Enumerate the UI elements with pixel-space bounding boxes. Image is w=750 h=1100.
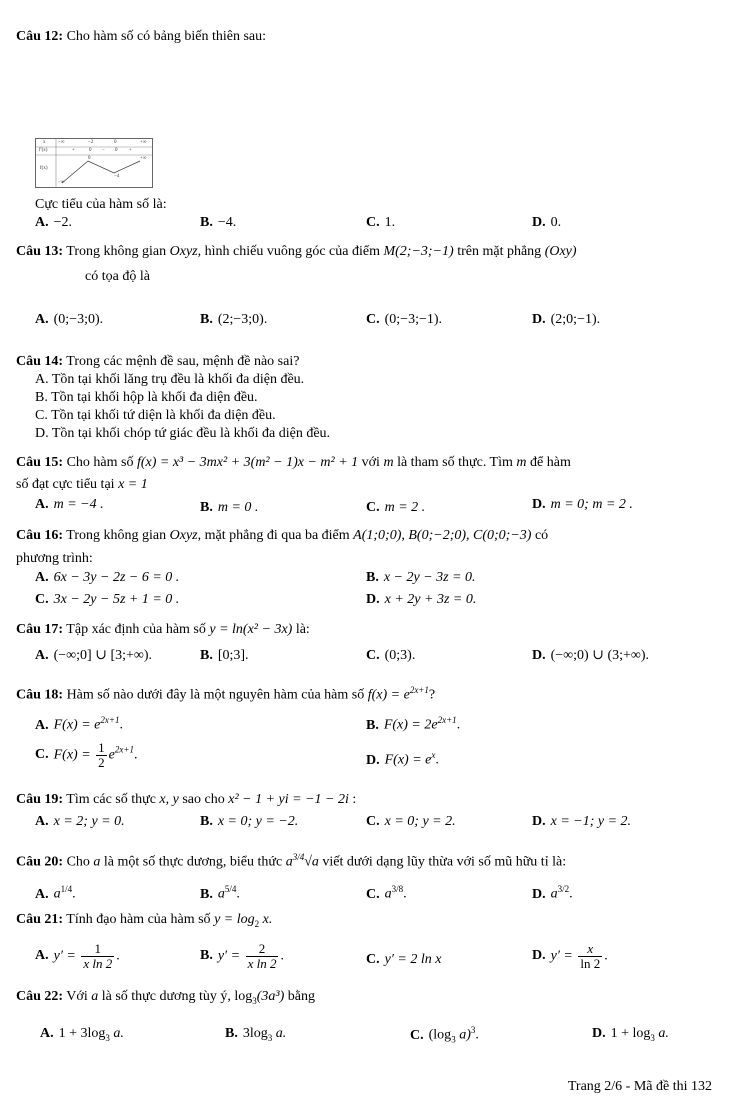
q16-option-a[interactable]: A. 6x − 3y − 2z − 6 = 0 . bbox=[35, 570, 180, 585]
page-footer: Trang 2/6 - Mã đề thi 132 bbox=[567, 1079, 712, 1094]
vt-x-label: x bbox=[43, 140, 46, 145]
q16-stem: Câu 16: Trong không gian Oxyz, mặt phẳng đi qua ba điểm A(1;0;0), B(0;−2;0), C(0;0;−3) có bbox=[16, 528, 549, 543]
q16-option-b[interactable]: B. x − 2y − 3z = 0. bbox=[366, 570, 476, 585]
q17-option-c[interactable]: C. (0;3). bbox=[366, 648, 416, 663]
variation-table: x f'(x) f(x) −∞ −2 0 +∞ + 0 − 0 + −∞ 0 −4 +∞ bbox=[35, 138, 153, 188]
q15-option-b[interactable]: B. m = 0 . bbox=[200, 500, 259, 515]
q12-label: Câu 12: bbox=[16, 29, 64, 44]
q16-option-d[interactable]: D. x + 2y + 3z = 0. bbox=[366, 592, 477, 607]
q22-option-d[interactable]: D. $1 + \log_3 a$. bbox=[592, 1026, 669, 1043]
q22-stem: Câu 22: Với a là số thực dương tùy ý, $\log_3(3a^3)$ bằng bbox=[16, 989, 315, 1006]
q17-option-b[interactable]: B. [0;3]. bbox=[200, 648, 249, 663]
q21-option-c[interactable]: C. y′ = 2 ln x bbox=[366, 952, 442, 967]
q13-option-b[interactable]: B. (2;−3;0). bbox=[200, 312, 268, 327]
q20-option-b[interactable]: B. $a^{5/4}$. bbox=[200, 884, 240, 902]
q14-option-d[interactable]: D. Tồn tại khối chóp tứ giác đều là khối đa diện đều. bbox=[35, 426, 331, 441]
q16-stem-line2: phương trình: bbox=[16, 551, 93, 566]
q19-stem: Câu 19: Tìm các số thực x, y sao cho x² − 1 + yi = −1 − 2i : bbox=[16, 792, 357, 807]
q13-option-d[interactable]: D. (2;0;−1). bbox=[532, 312, 601, 327]
q12-stem: Câu 12: Cho hàm số có bảng biến thiên sau: bbox=[16, 29, 267, 44]
q18-option-a[interactable]: A. $F(x) = e^{2x+1}$. bbox=[35, 715, 123, 733]
q12-option-c[interactable]: C. 1. bbox=[366, 215, 396, 230]
q21-option-a[interactable]: A. y′ = $\frac{1}{\text{x ln 2}}$ . bbox=[35, 941, 120, 971]
fraction: $\frac{x}{\ln 2}$ bbox=[580, 941, 601, 971]
q17-option-a[interactable]: A. (−∞;0] ∪ [3;+∞). bbox=[35, 648, 153, 663]
q22-option-c[interactable]: C. ($\log_3$ a)$^3$. bbox=[410, 1025, 479, 1045]
q15-option-a[interactable]: A. m = −4 . bbox=[35, 497, 104, 512]
fraction: $\frac{2}{\text{x ln 2}}$ bbox=[247, 941, 277, 971]
fraction: $\frac{1}{2}$ bbox=[98, 740, 105, 770]
q16-option-c[interactable]: C. 3x − 2y − 5z + 1 = 0 . bbox=[35, 592, 180, 607]
q20-stem: Câu 20: Cho a là một số thực dương, biểu thức $a^{3/4}√a$ viết dưới dạng lũy thừa với số mũ hữu tỉ là: bbox=[16, 852, 567, 870]
q13-stem-line2: có tọa độ là bbox=[85, 269, 150, 284]
q20-option-d[interactable]: D. $a^{3/2}$. bbox=[532, 884, 573, 902]
q19-option-b[interactable]: B. x = 0; y = −2. bbox=[200, 814, 299, 829]
q12-option-d[interactable]: D. 0. bbox=[532, 215, 562, 230]
q14-stem: Câu 14: Trong các mệnh đề sau, mệnh đề nào sai? bbox=[16, 354, 300, 369]
fraction: $\frac{1}{\text{x ln 2}}$ bbox=[83, 941, 113, 971]
q20-option-c[interactable]: C. $a^{3/8}$. bbox=[366, 884, 407, 902]
q15-option-d[interactable]: D. m = 0; m = 2 . bbox=[532, 497, 633, 512]
q22-option-a[interactable]: A. $1 + 3\log_3$ a. bbox=[40, 1026, 124, 1043]
variation-table-lines bbox=[36, 139, 152, 187]
q19-option-a[interactable]: A. x = 2; y = 0. bbox=[35, 814, 125, 829]
q21-option-d[interactable]: D. y′ = $\frac{x}{\ln 2}$ . bbox=[532, 941, 608, 971]
q20-option-a[interactable]: A. $a^{1/4}$. bbox=[35, 884, 76, 902]
q15-option-c[interactable]: C. m = 2 . bbox=[366, 500, 426, 515]
q13-option-c[interactable]: C. (0;−3;−1). bbox=[366, 312, 443, 327]
q13-stem: Câu 13: Trong không gian Oxyz, hình chiếu vuông góc của điểm M(2;−3;−1) trên mặt phẳng (Oxy) bbox=[16, 244, 577, 259]
q18-option-d[interactable]: D. $F(x) = e^x$. bbox=[366, 750, 439, 768]
q17-option-d[interactable]: D. (−∞;0) ∪ (3;+∞). bbox=[532, 648, 650, 663]
q12-option-a[interactable]: A. −2. bbox=[35, 215, 73, 230]
q14-option-b[interactable]: B. Tồn tại khối hộp là khối đa diện đều. bbox=[35, 390, 258, 405]
q17-stem: Câu 17: Tập xác định của hàm số y = ln(x² − 3x) là: bbox=[16, 622, 310, 637]
q21-option-b[interactable]: B. y′ = $\frac{2}{\text{x ln 2}}$ . bbox=[200, 941, 284, 971]
vt-f-label: f(x) bbox=[40, 166, 48, 171]
q14-option-a[interactable]: A. Tồn tại khối lăng trụ đều là khối đa diện đều. bbox=[35, 372, 305, 387]
q22-option-b[interactable]: B. $3\log_3$ a. bbox=[225, 1026, 287, 1043]
q18-option-c[interactable]: C. F(x) = $\frac{1}{2}$ $e^{2x+1}$. bbox=[35, 740, 138, 770]
q19-option-c[interactable]: C. x = 0; y = 2. bbox=[366, 814, 456, 829]
q14-option-c[interactable]: C. Tồn tại khối tứ diện là khối đa diện đều. bbox=[35, 408, 276, 423]
vt-fp-label: f'(x) bbox=[39, 148, 48, 153]
q12-prompt: Cực tiểu của hàm số là: bbox=[35, 197, 167, 212]
q19-option-d[interactable]: D. x = −1; y = 2. bbox=[532, 814, 632, 829]
q15-stem: Câu 15: Cho hàm số f(x) = x³ − 3mx² + 3(m² − 1)x − m² + 1 với m là tham số thực. Tìm m để hàm bbox=[16, 455, 571, 470]
q12-option-b[interactable]: B. −4. bbox=[200, 215, 237, 230]
q15-stem-line2: số đạt cực tiểu tại x = 1 bbox=[16, 477, 148, 492]
q18-option-b[interactable]: B. $F(x) = 2e^{2x+1}$. bbox=[366, 715, 461, 733]
q21-stem: Câu 21: Tính đạo hàm của hàm số $y = \log_2 x$. bbox=[16, 912, 273, 929]
q18-stem: Câu 18: Hàm số nào dưới đây là một nguyên hàm của hàm số $f(x) = e^{2x+1}$? bbox=[16, 685, 436, 703]
q13-option-a[interactable]: A. (0;−3;0). bbox=[35, 312, 104, 327]
